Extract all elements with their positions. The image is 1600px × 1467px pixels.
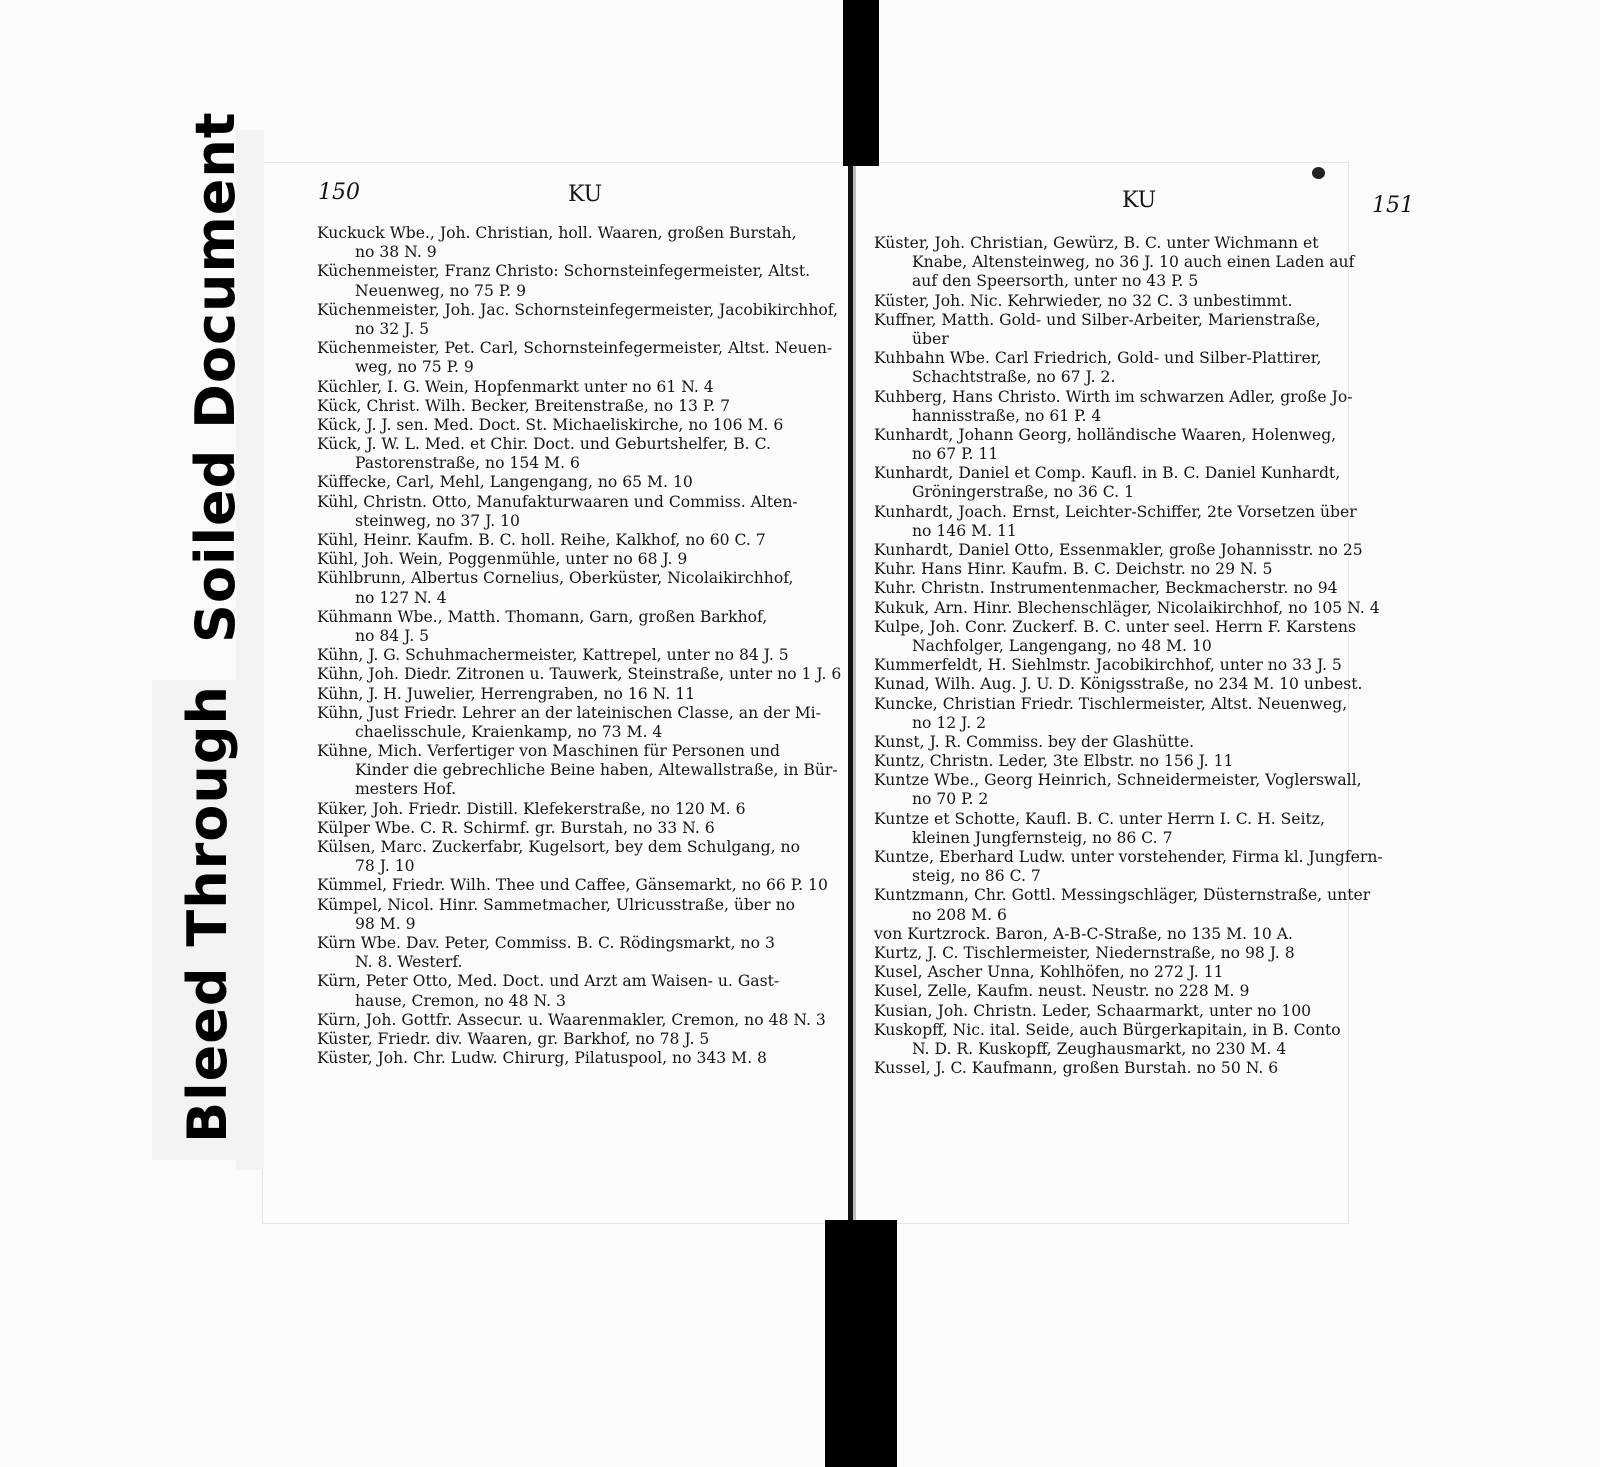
entry-line: steig, no 86 C. 7 (912, 867, 1041, 886)
left-page-number: 150 (318, 180, 360, 205)
entry-line: Külsen, Marc. Zuckerfabr, Kugelsort, bey dem Schulgang, no (317, 838, 800, 856)
entry-line: Kinder die gebrechliche Beine haben, Altewallstraße, in Bür- (355, 761, 838, 780)
entry-line: no 146 M. 11 (912, 521, 1017, 540)
entry-line: no 67 P. 11 (912, 445, 999, 464)
entry-line: Küchenmeister, Pet. Carl, Schornsteinfegermeister, Altst. Neuen- (317, 339, 833, 358)
entry-line: Kürn Wbe. Dav. Peter, Commiss. B. C. Rödingsmarkt, no 3 (317, 933, 775, 952)
entry-line: no 208 M. 6 (912, 905, 1007, 924)
entry-line: Kühl, Heinr. Kaufm. B. C. holl. Reihe, Kalkhof, no 60 C. 7 (317, 531, 766, 549)
entry-line: Kümpel, Nicol. Hinr. Sammetmacher, Ulricusstraße, über no (317, 895, 795, 914)
entry-line: Kühne, Mich. Verfertiger von Maschinen für Personen und (317, 742, 780, 761)
entry-line: Kürn, Joh. Gottfr. Assecur. u. Waarenmakler, Cremon, no 48 N. 3 (317, 1010, 826, 1029)
entry-line: Kuhberg, Hans Christo. Wirth im schwarzen Adler, große Jo- (874, 387, 1353, 406)
entry-line: Kühn, Just Friedr. Lehrer an der lateinischen Classe, an der Mi- (317, 703, 821, 722)
right-page-header: KU (1122, 188, 1157, 213)
entry-line: no 38 N. 9 (355, 243, 437, 262)
entry-line: Kulpe, Joh. Conr. Zuckerf. B. C. unter seel. Herrn F. Karstens (874, 617, 1356, 636)
entry-line: Kuskopff, Nic. ital. Seide, auch Bürgerkapitain, in B. Conto (874, 1020, 1341, 1039)
entry-line: Küker, Joh. Friedr. Distill. Klefekerstraße, no 120 M. 6 (317, 799, 746, 818)
entry-line: Kuckuck Wbe., Joh. Christian, holl. Waaren, großen Burstah, (317, 224, 797, 242)
entry-line: chaelisschule, Kraienkamp, no 73 M. 4 (355, 722, 663, 741)
entry-line: Kusel, Zelle, Kaufm. neust. Neustr. no 228 M. 9 (874, 982, 1250, 1001)
entry-line: Kusel, Ascher Unna, Kohlhöfen, no 272 J. 11 (874, 963, 1224, 982)
right-page-number: 151 (1372, 193, 1414, 218)
entry-line: no 84 J. 5 (355, 626, 430, 645)
entry-line: 78 J. 10 (355, 857, 415, 876)
entry-line: Neuenweg, no 75 P. 9 (355, 281, 527, 300)
entry-line: Kunad, Wilh. Aug. J. U. D. Königsstraße, no 234 M. 10 unbest. (874, 675, 1363, 694)
entry-line: Kuntz, Christn. Leder, 3te Elbstr. no 156 J. 11 (874, 752, 1234, 771)
entry-line: Kukuk, Arn. Hinr. Blechenschläger, Nicolaikirchhof, no 105 N. 4 (874, 598, 1380, 617)
entry-line: Schachtstraße, no 67 J. 2. (912, 368, 1116, 387)
entry-line: Kühmann Wbe., Matth. Thomann, Garn, großen Barkhof, (317, 607, 768, 626)
entry-line: Nachfolger, Langengang, no 48 M. 10 (912, 636, 1212, 655)
entry-line: Pastorenstraße, no 154 M. 6 (355, 454, 580, 473)
entry-line: mesters Hof. (355, 780, 457, 799)
entry-line: Kuffner, Matth. Gold- und Silber-Arbeiter, Marienstraße, (874, 310, 1321, 329)
entry-line: Kühl, Christn. Otto, Manufakturwaaren und Commiss. Alten- (317, 492, 798, 511)
entry-line: no 12 J. 2 (912, 713, 987, 732)
bleed-through-stamp: Bleed Through (176, 685, 239, 1143)
entry-line: Kurtz, J. C. Tischlermeister, Niedernstraße, no 98 J. 8 (874, 943, 1295, 962)
entry-line: Küchler, I. G. Wein, Hopfenmarkt unter no 61 N. 4 (317, 377, 714, 396)
entry-line: Knabe, Altensteinweg, no 36 J. 10 auch einen Laden auf (912, 253, 1355, 272)
entry-line: Kummerfeldt, H. Siehlmstr. Jacobikirchhof, unter no 33 J. 5 (874, 656, 1342, 675)
entry-line: no 32 J. 5 (355, 319, 430, 338)
entry-line: 98 M. 9 (355, 914, 416, 933)
entry-line: Kümmel, Friedr. Wilh. Thee und Caffee, Gänsemarkt, no 66 P. 10 (317, 876, 828, 895)
entry-line: Kuhr. Christn. Instrumentenmacher, Beckmacherstr. no 94 (874, 579, 1338, 598)
entry-line: Küster, Joh. Nic. Kehrwieder, no 32 C. 3 unbestimmt. (874, 291, 1293, 310)
left-page-entries (317, 224, 845, 1068)
entry-line: Kunhardt, Daniel et Comp. Kaufl. in B. C. Daniel Kunhardt, (874, 464, 1341, 483)
right-page-entries (874, 234, 1402, 1078)
entry-line: no 127 N. 4 (355, 588, 447, 607)
entry-line: hannisstraße, no 61 P. 4 (912, 406, 1102, 425)
entry-line: steinweg, no 37 J. 10 (355, 511, 520, 530)
entry-line: Kuntze, Eberhard Ludw. unter vorstehender, Firma kl. Jungfern- (874, 848, 1383, 866)
entry-line: Kühn, Joh. Diedr. Zitronen u. Tauwerk, Steinstraße, unter no 1 J. 6 (317, 665, 842, 684)
entry-line: Küster, Joh. Chr. Ludw. Chirurg, Pilatuspool, no 343 M. 8 (317, 1049, 767, 1068)
entry-line: Gröningerstraße, no 36 C. 1 (912, 483, 1135, 502)
entry-line: von Kurtzrock. Baron, A-B-C-Straße, no 135 M. 10 A. (874, 924, 1293, 943)
entry-line: no 70 P. 2 (912, 790, 989, 809)
binding-bottom (825, 1220, 897, 1467)
ink-spot (1312, 167, 1325, 179)
entry-line: Küster, Joh. Christian, Gewürz, B. C. unter Wichmann et (874, 234, 1319, 252)
entry-line: Kuhbahn Wbe. Carl Friedrich, Gold- und Silber-Plattirer, (874, 349, 1322, 368)
soiled-document-stamp: Soiled Document (184, 111, 247, 643)
entry-line: Kuntze Wbe., Georg Heinrich, Schneidermeister, Voglerswall, (874, 771, 1362, 790)
entry-line: über (912, 329, 949, 348)
entry-line: Kühl, Joh. Wein, Poggenmühle, unter no 68 J. 9 (317, 550, 688, 569)
entry-line: Kühn, J. H. Juwelier, Herrengraben, no 16 N. 11 (317, 684, 696, 703)
entry-line: Kühn, J. G. Schuhmachermeister, Kattrepel, unter no 84 J. 5 (317, 646, 789, 665)
entry-line: Kunhardt, Joach. Ernst, Leichter-Schiffer, 2te Vorsetzen über (874, 502, 1357, 521)
entry-line: Külper Wbe. C. R. Schirmf. gr. Burstah, no 33 N. 6 (317, 818, 715, 837)
entry-line: N. 8. Westerf. (355, 953, 463, 972)
entry-line: Kunhardt, Johann Georg, holländische Waaren, Holenweg, (874, 425, 1337, 444)
entry-line: Kusian, Joh. Christn. Leder, Schaarmarkt, unter no 100 (874, 1001, 1312, 1020)
entry-line: auf den Speersorth, unter no 43 P. 5 (912, 272, 1199, 291)
entry-line: Kunst, J. R. Commiss. bey der Glashütte. (874, 732, 1195, 751)
entry-line: hause, Cremon, no 48 N. 3 (355, 991, 566, 1010)
entry-line: kleinen Jungfernsteig, no 86 C. 7 (912, 828, 1173, 847)
entry-line: Küchenmeister, Joh. Jac. Schornsteinfegermeister, Jacobikirchhof, (317, 300, 838, 319)
entry-line: Kühlbrunn, Albertus Cornelius, Oberküster, Nicolaikirchhof, (317, 569, 794, 588)
entry-line: Kuhr. Hans Hinr. Kaufm. B. C. Deichstr. no 29 N. 5 (874, 560, 1273, 579)
entry-line: Kück, J. W. L. Med. et Chir. Doct. und Geburtshelfer, B. C. (317, 435, 771, 454)
entry-line: Kuncke, Christian Friedr. Tischlermeister, Altst. Neuenweg, (874, 694, 1348, 713)
entry-line: Kück, J. J. sen. Med. Doct. St. Michaeliskirche, no 106 M. 6 (317, 415, 784, 434)
entry-line: Kürn, Peter Otto, Med. Doct. und Arzt am Waisen- u. Gast- (317, 972, 780, 991)
entry-line: Küffecke, Carl, Mehl, Langengang, no 65 M. 10 (317, 473, 693, 492)
entry-line: Küster, Friedr. div. Waaren, gr. Barkhof, no 78 J. 5 (317, 1029, 710, 1048)
entry-line: weg, no 75 P. 9 (355, 358, 474, 377)
entry-line: Kuntze et Schotte, Kaufl. B. C. unter Herrn I. C. H. Seitz, (874, 809, 1325, 828)
entry-line: Kussel, J. C. Kaufmann, großen Burstah. no 50 N. 6 (874, 1059, 1279, 1078)
entry-line: Kück, Christ. Wilh. Becker, Breitenstraße, no 13 P. 7 (317, 396, 731, 415)
entry-line: Kuntzmann, Chr. Gottl. Messingschläger, Düsternstraße, unter (874, 886, 1371, 905)
entry-line: Küchenmeister, Franz Christo: Schornsteinfegermeister, Altst. (317, 262, 811, 281)
binding-top (843, 0, 879, 166)
entry-line: Kunhardt, Daniel Otto, Essenmakler, große Johannisstr. no 25 (874, 541, 1363, 559)
gutter-shadow (853, 166, 856, 1220)
left-page-header: KU (568, 182, 603, 207)
entry-line: N. D. R. Kuskopff, Zeughausmarkt, no 230 M. 4 (912, 1039, 1287, 1058)
